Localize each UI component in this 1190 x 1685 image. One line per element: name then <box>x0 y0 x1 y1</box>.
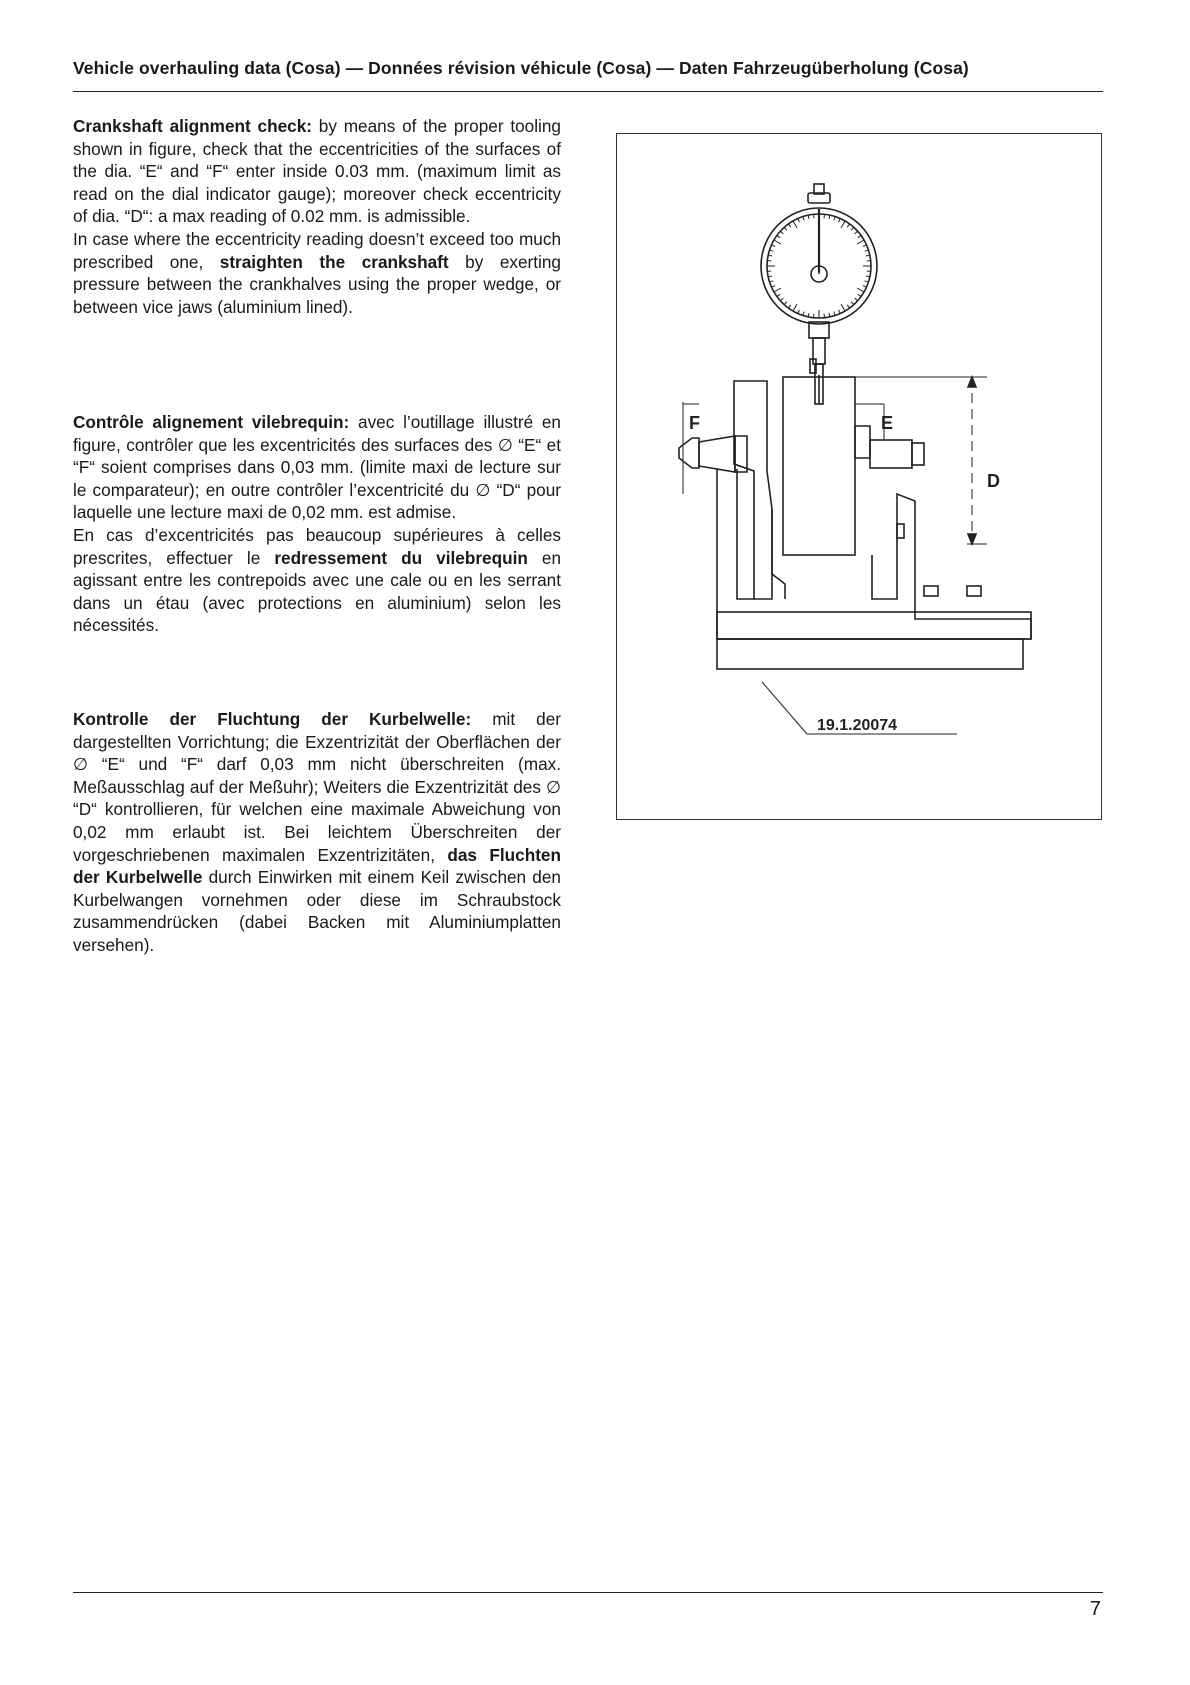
dial-tick <box>793 221 797 228</box>
dial-tick <box>803 217 804 221</box>
left-journal-end <box>679 438 699 468</box>
text-de-1: mit der dargestellten Vorrichtung; die Exzentrizität der Oberflächen der ∅ “E“ und “F“ darf 0,03 mm nicht überschreiten (max. Meßausschlag auf der Meßuhr); Weiters die Exzentrizität des ∅ “D“ kontrollieren, für welchen eine maximale Abweichung von 0,02 mm erlaubt ist. Bei leichtem Überschreiten der vorgeschriebenen maximalen Exzentrizitäten, <box>73 709 561 865</box>
dial-tick <box>774 240 781 244</box>
dial-tick <box>774 288 781 292</box>
dimension-d-arrow-bottom <box>968 534 976 544</box>
paragraph-en-2 <box>73 228 561 318</box>
emphasis-de: das Fluchten der Kurbelwelle <box>73 844 561 888</box>
paragraph-de-1 <box>73 708 561 957</box>
crank-web-left <box>734 381 772 599</box>
dial-tick <box>863 245 867 247</box>
figure-drawing <box>617 134 1103 821</box>
dial-tick <box>863 286 867 288</box>
right-journal-end <box>912 443 924 465</box>
dial-tick <box>857 288 864 292</box>
label-e: E <box>881 413 894 433</box>
dial-tick <box>851 302 854 305</box>
page-header: Vehicle overhauling data (Cosa) — Données révision véhicule (Cosa) — Daten Fahrzeugüberholung (Cosa) <box>73 58 969 78</box>
dial-tick <box>841 304 845 311</box>
dial-tick <box>788 305 790 308</box>
paragraph-en-1 <box>73 115 561 228</box>
heading-fr: Contrôle alignement vilebrequin: <box>73 412 350 432</box>
right-journal <box>870 440 912 468</box>
section-french <box>73 411 561 637</box>
dial-tick <box>847 305 849 308</box>
dial-tick <box>839 218 841 222</box>
base-plate-lower <box>717 639 1023 669</box>
emphasis-en: straighten the crankshaft <box>219 251 449 272</box>
base-bolt-right <box>967 586 981 596</box>
dial-tick <box>780 231 783 234</box>
tool-code: 19.1.20074 <box>817 717 898 734</box>
gauge-stem-upper <box>813 338 825 364</box>
dial-tick <box>834 312 835 316</box>
text-de-3: durch Einwirken mit einem Keil zwischen den Kurbelwangen vornehmen oder diese im Schraubstock zusammendrücken (dabei Backen mit Aluminiumplatten versehen). <box>73 867 561 955</box>
footer-divider <box>73 1592 1103 1593</box>
heading-de: Kontrolle der Fluchtung der Kurbelwelle: <box>73 709 472 729</box>
dial-tick <box>834 217 835 221</box>
dial-tick <box>858 235 861 237</box>
dial-tick <box>770 281 774 282</box>
crank-web-right <box>855 426 870 458</box>
dimension-d-arrow-top <box>968 377 976 387</box>
dial-tick <box>855 231 858 234</box>
text-en-3: by exerting pressure between the crankhalves using the proper wedge, or between vice jaws (aluminium lined). <box>73 251 561 317</box>
text-en-2: In case where the eccentricity reading doesn’t exceed too much prescribed one, <box>73 228 561 272</box>
dial-tick <box>858 294 861 296</box>
dial-tick <box>788 224 790 227</box>
dial-tick <box>777 294 780 296</box>
crankshaft-alignment-figure <box>616 133 1102 820</box>
left-journal-taper <box>699 436 735 472</box>
dial-tick <box>784 302 787 305</box>
dial-tick <box>771 245 775 247</box>
emphasis-fr: redressement du vilebrequin <box>274 547 528 568</box>
paragraph-fr-1 <box>73 411 561 524</box>
text-fr-3: en agissant entre les contrepoids avec une cale ou en les serrant dans un étau (avec protections en aluminium) selon les nécessités. <box>73 547 561 636</box>
dial-tick <box>777 235 780 237</box>
text-fr-2: En cas d’excentricités pas beaucoup supérieures à celles prescrites, effectuer le <box>73 524 561 568</box>
dial-tick <box>798 310 800 314</box>
section-german <box>73 708 561 957</box>
label-d: D <box>987 471 1000 491</box>
page-number: 7 <box>1089 1598 1101 1620</box>
text-fr-1: avec l’outillage illustré en figure, contrôler que les excentricités des surfaces des ∅ “E“ et “F“ soient comprises dans 0,03 mm. (limite maxi de lecture sur le comparateur); en outre contrôler l’excentricité du ∅ “D“ pour laquelle une lecture maxi de 0,02 mm. est admise. <box>73 412 561 523</box>
dial-tick <box>851 227 854 230</box>
paragraph-fr-2 <box>73 524 561 637</box>
base-bolt-left <box>924 586 938 596</box>
dial-tick <box>798 218 800 222</box>
dial-tick <box>771 286 775 288</box>
dial-tick <box>857 240 864 244</box>
dial-tick <box>780 298 783 301</box>
text-en-1: by means of the proper tooling shown in figure, check that the eccentricities of the surfaces of the dia. “E“ and “F“ enter inside 0.03 mm. (maximum limit as read on the dial indicator gauge); moreover check eccentricity of dia. “D“: a max reading of 0.02 mm. is admissible. <box>73 116 561 227</box>
dial-tick <box>865 250 869 251</box>
section-english <box>73 115 561 318</box>
tool-leader-line <box>762 682 807 734</box>
dial-tick <box>839 310 841 314</box>
stand-screw <box>897 524 904 538</box>
header-divider <box>73 91 1103 92</box>
dial-tick <box>841 221 845 228</box>
stand-left-support <box>737 469 754 599</box>
dial-tick <box>803 312 804 316</box>
dial-tick <box>847 224 849 227</box>
heading-en: Crankshaft alignment check: <box>73 116 312 136</box>
label-f: F <box>689 413 700 433</box>
dial-tick <box>855 298 858 301</box>
base-plate-upper <box>717 612 1031 639</box>
dial-tick <box>784 227 787 230</box>
dial-tick <box>793 304 797 311</box>
stand-frame <box>717 469 1031 639</box>
dial-tick <box>865 281 869 282</box>
dial-tick <box>770 250 774 251</box>
